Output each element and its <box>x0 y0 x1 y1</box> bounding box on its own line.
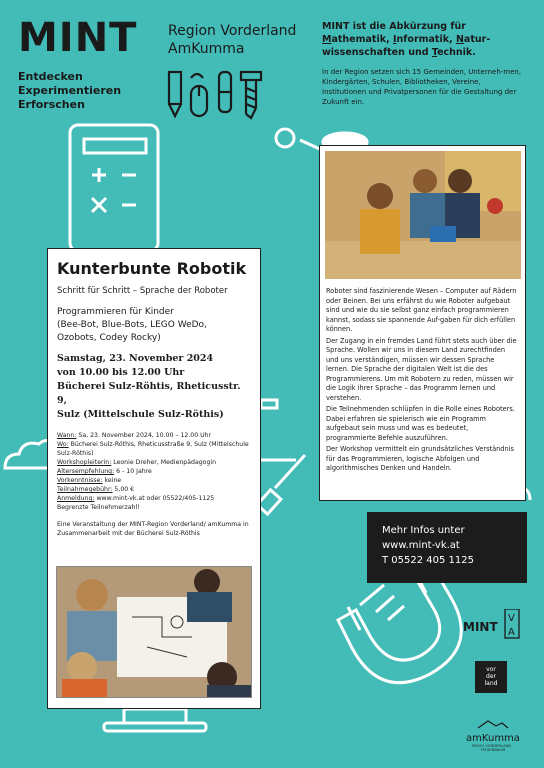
detail-row: Vorkenntnisse: keine <box>57 477 122 484</box>
screwdriver-icon <box>257 455 305 514</box>
description-paragraph: Die Teilnehmenden schlüpfen in die Rolle eines Roboters. Dabei erfahren sie spielerisch wie ein Programm aufgebaut sein muss und was es bedeutet, programmierte Befehle auszuführen. <box>326 405 515 442</box>
info-website[interactable]: www.mint-vk.at <box>382 540 460 551</box>
info-phone[interactable]: T 05522 405 1125 <box>382 555 474 566</box>
description-card <box>319 145 526 501</box>
monitor-icon <box>104 709 206 731</box>
organizer-note: Eine Veranstaltung der MINT-Region Vorderland/ amKumma in Zusammenarbeit mit der Bücherei Sulz-Röthis <box>57 521 249 537</box>
info-heading: Mehr Infos unter <box>382 525 465 536</box>
calculator-icon <box>70 125 158 251</box>
region-name <box>168 22 296 58</box>
event-subtitle: Schritt für Schritt – Sprache der Roboter <box>57 286 228 296</box>
screw-icon <box>241 72 261 118</box>
workshop-photo <box>56 566 252 698</box>
intro-headline: MINT ist die Abkürzung für Mathematik, Informatik, Natur-wissenschaften und Technik. <box>322 21 491 58</box>
pencil-icon <box>169 72 181 116</box>
tagline-line: Erforschen <box>18 98 85 111</box>
detail-row: Altersempfehlung: 6 - 10 Jahre <box>57 468 152 475</box>
mint-va-logo <box>463 609 523 639</box>
detail-row: Workshopleiterin: Leonie Dreher, Medienpädagogin <box>57 459 217 466</box>
detail-row: Wo: Bücherei Sulz-Röthis, Rheticusstraße 9, Sulz (Mittelschule Sulz-Röthis) <box>57 441 249 457</box>
molecule-icon <box>261 400 296 460</box>
event-title: Kunterbunte Robotik <box>57 259 247 278</box>
description-text <box>325 287 520 474</box>
vorderland-logo: vor der land <box>475 661 507 693</box>
svg-text:MINT: MINT <box>463 620 498 634</box>
description-paragraph: Der Zugang in ein fremdes Land führt stets auch über die Sprache. Wollen wir uns in diesem Land zurechtfinden und uns verständigen, müssen wir dessen Sprache lernen. Die Sprache der digitalen Welt ist die des Programmierens. Um mit Robotern zu reden, müssen wir die Logik ihrer Sprache – das Programm lernen und verstehen. <box>326 336 517 402</box>
event-details <box>57 431 252 512</box>
amkumma-logo: amKumma REGIO VORDERLAND · FEIGENBAUM <box>462 714 524 752</box>
children-robot-photo <box>325 151 521 279</box>
info-box <box>367 512 527 583</box>
description-paragraph: Der Workshop vermittelt ein grundsätzliches Verständnis für das Programmieren, logische Abfolgen und algorithmisches Denken und Handeln. <box>326 445 514 472</box>
detail-row: Teilnahmegebühr: 5,00 € <box>57 486 135 493</box>
mint-title: MINT <box>18 15 138 61</box>
region-line: AmKumma <box>168 41 245 57</box>
svg-text:V: V <box>508 613 515 624</box>
mouse-icon <box>191 74 207 116</box>
description-paragraph: Roboter sind faszinierende Wesen – Computer auf Rädern oder Beinen. Bei uns erfährst du wie Roboter aufgebaut sind und wie du sie selbst ganz einfach programmieren kannst, sodass sie spannende Auf-gaben für dich erfüllen können. <box>326 287 517 333</box>
region-line: Region Vorderland <box>168 23 297 39</box>
mountain-icon <box>476 719 510 729</box>
tagline <box>18 70 121 112</box>
tagline-line: Entdecken <box>18 70 83 83</box>
test-tube-icon <box>219 72 231 112</box>
magnet-icon <box>338 570 461 683</box>
svg-text:A: A <box>508 627 515 638</box>
intro-section <box>322 20 527 107</box>
event-program: Programmieren für Kinder (Bee-Bot, Blue-Bots, LEGO WeDo, Ozobots, Codey Rocky) <box>57 307 207 343</box>
participant-note: Begrenzte Teilnehmerzahl! <box>57 504 140 511</box>
tagline-line: Experimentieren <box>18 84 122 97</box>
detail-row: Wann: Sa, 23. November 2024, 10.00 – 12.00 Uhr <box>57 432 212 439</box>
event-card <box>47 248 261 709</box>
intro-body: In der Region setzen sich 15 Gemeinden, Unterneh-men, Kindergärten, Schulen, Bibliotheken, Vereine, Institutionen und Privatpersonen für die Gestaltung der Zukunft ein. <box>322 68 522 106</box>
mint-tool-icons <box>165 68 287 120</box>
detail-row: Anmeldung: www.mint-vk.at oder 05522/405-1125 <box>57 495 215 502</box>
event-date-location: Samstag, 23. November 2024 von 10.00 bis 12.00 Uhr Bücherei Sulz-Röhtis, Rheticusstr. 9, Sulz (Mittelschule Sulz-Röthis) <box>57 353 241 420</box>
